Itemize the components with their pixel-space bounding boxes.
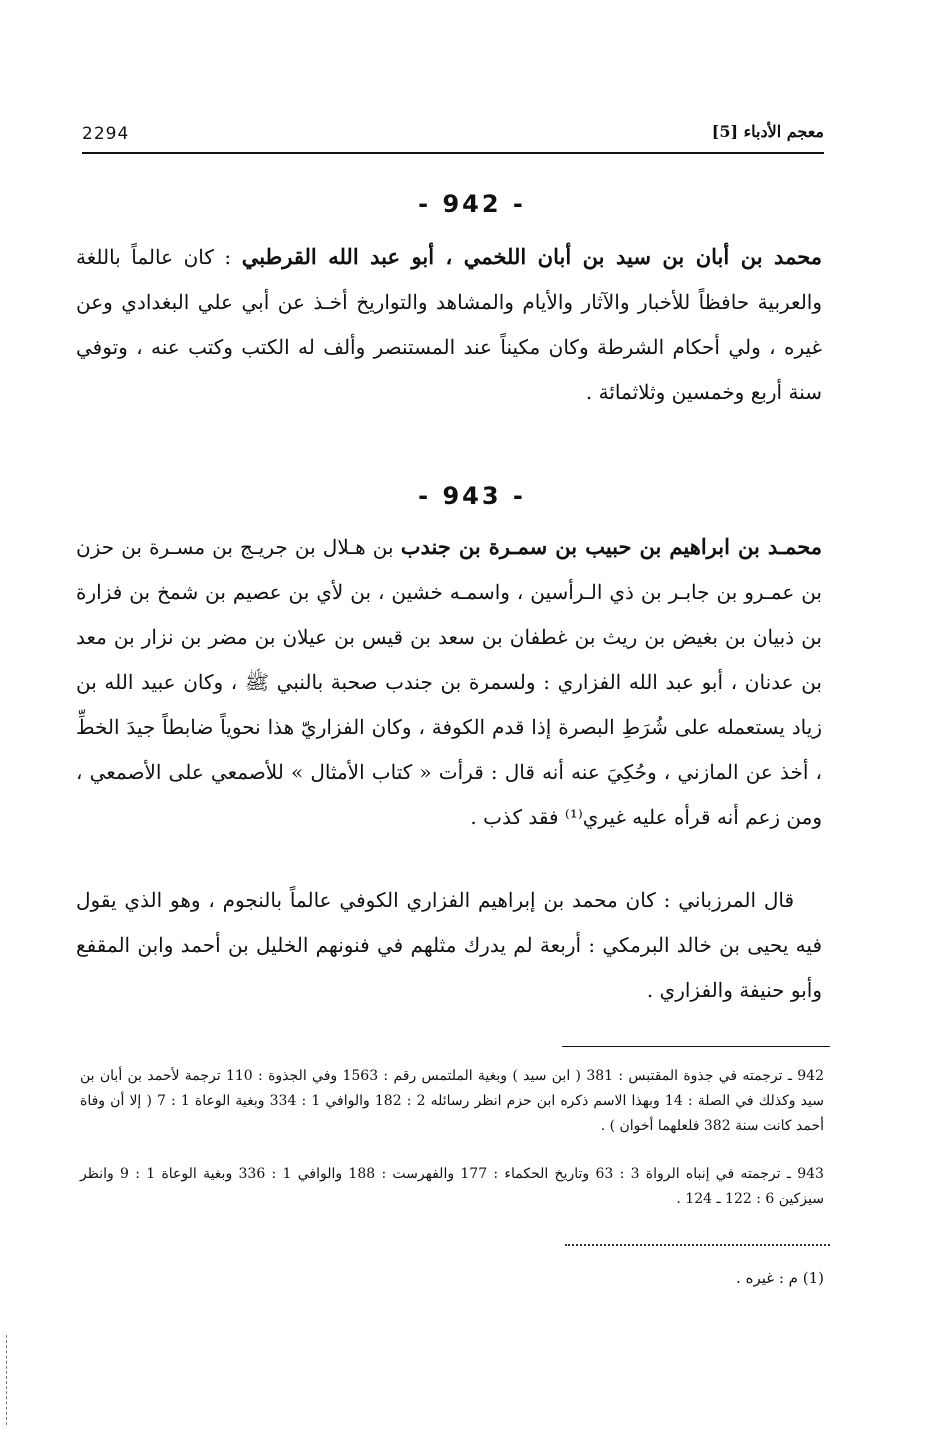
marginal-note: (1) م : غيره . bbox=[736, 1269, 824, 1287]
scan-edge-mark bbox=[6, 1335, 7, 1425]
entry-943-paragraph bbox=[76, 524, 822, 840]
dotted-rule bbox=[565, 1244, 830, 1246]
entry-943-paragraph-2 bbox=[76, 878, 822, 1013]
footnote-rule bbox=[562, 1046, 830, 1047]
entry-942-name: محمد بن أبان بن سيد بن أبان اللخمي ، أبو عبد الله القرطبي bbox=[241, 244, 823, 269]
entry-943-name: محمـد بن ابراهيم بن حبيب بن سمـرة بن جندب bbox=[400, 534, 822, 559]
entry-number-942: - 942 - bbox=[418, 190, 526, 218]
entry-942-paragraph bbox=[76, 234, 822, 415]
page-number: 2294 bbox=[82, 124, 130, 144]
entry-943-text-2: قال المرزباني : كان محمد بن إبراهيم الفزاري الكوفي عالماً بالنجوم ، وهو الذي يقول فيه يحيى بن خالد البرمكي : أربعة لم يدرك مثلهم في فنونهم الخليل بن أحمد وابن المقفع وأبو حنيفة والفزاري . bbox=[76, 888, 822, 1002]
entry-943-text: بن هـلال بن جريـج بن مسـرة بن حزن بن عمـرو بن جابـر بن ذي الـرأسين ، واسمـه خشين ، بن لأي بن عصيم بن شمخ بن فزارة بن ذبيان بن بغيض بن ريث بن غطفان بن سعد بن قيس بن عيلان بن مضر بن نزار بن معد بن عدنان ، أبو عبد الله الفزاري : ولسمرة بن جندب صحبة بالنبي ﷺ ، وكان عبيد الله بن زياد يستعمله على شُرَطِ البصرة إذا قدم الكوفة ، وكان الفزاريّ هذا نحوياً ضابطاً جيدَ الخطِّ ، أخذ عن المازني ، وحُكِيَ عنه أنه قال : قرأت « كتاب الأمثال » للأصمعي على الأصمعي ، ومن زعم أنه قرأه عليه غيري⁽¹⁾ فقد كذب . bbox=[76, 535, 822, 829]
entry-number-943: - 943 - bbox=[418, 482, 526, 510]
footnote-942: 942 ـ ترجمته في جذوة المقتبس : 381 ( ابن سيد ) وبغية الملتمس رقم : 1563 وفي الجذوة : 110 ترجمة لأحمد بن أبان بن سيد وكذلك في الصلة : 14 وبهذا الاسم ذكره ابن حزم انظر رسائله 2 : 182 والوافي 1 : 334 وبغية الوعاة 1 : 7 ( إلا أن وفاة أحمد كانت سنة 382 فلعلهما أخوان ) . bbox=[80, 1068, 824, 1134]
book-title: معجم الأدباء [5] bbox=[711, 122, 824, 141]
running-header bbox=[82, 118, 824, 154]
footnote-943: 943 ـ ترجمته في إنباه الرواة 3 : 63 وتاريخ الحكماء : 177 والفهرست : 188 والوافي 1 : 336 وبغية الوعاة 1 : 9 وانظر سيزكين 6 : 122 ـ 124 . bbox=[80, 1166, 824, 1207]
entry-942-text: : كان عالماً باللغة والعربية حافظاً للأخبار والآثار والأيام والمشاهد والتواريخ أخـذ عن أبي علي البغدادي وعن غيره ، ولي أحكام الشرطة وكان مكيناً عند المستنصر وألف له الكتب وكتب عنه ، وتوفي سنة أربع وخمسين وثلاثمائة . bbox=[76, 245, 822, 404]
